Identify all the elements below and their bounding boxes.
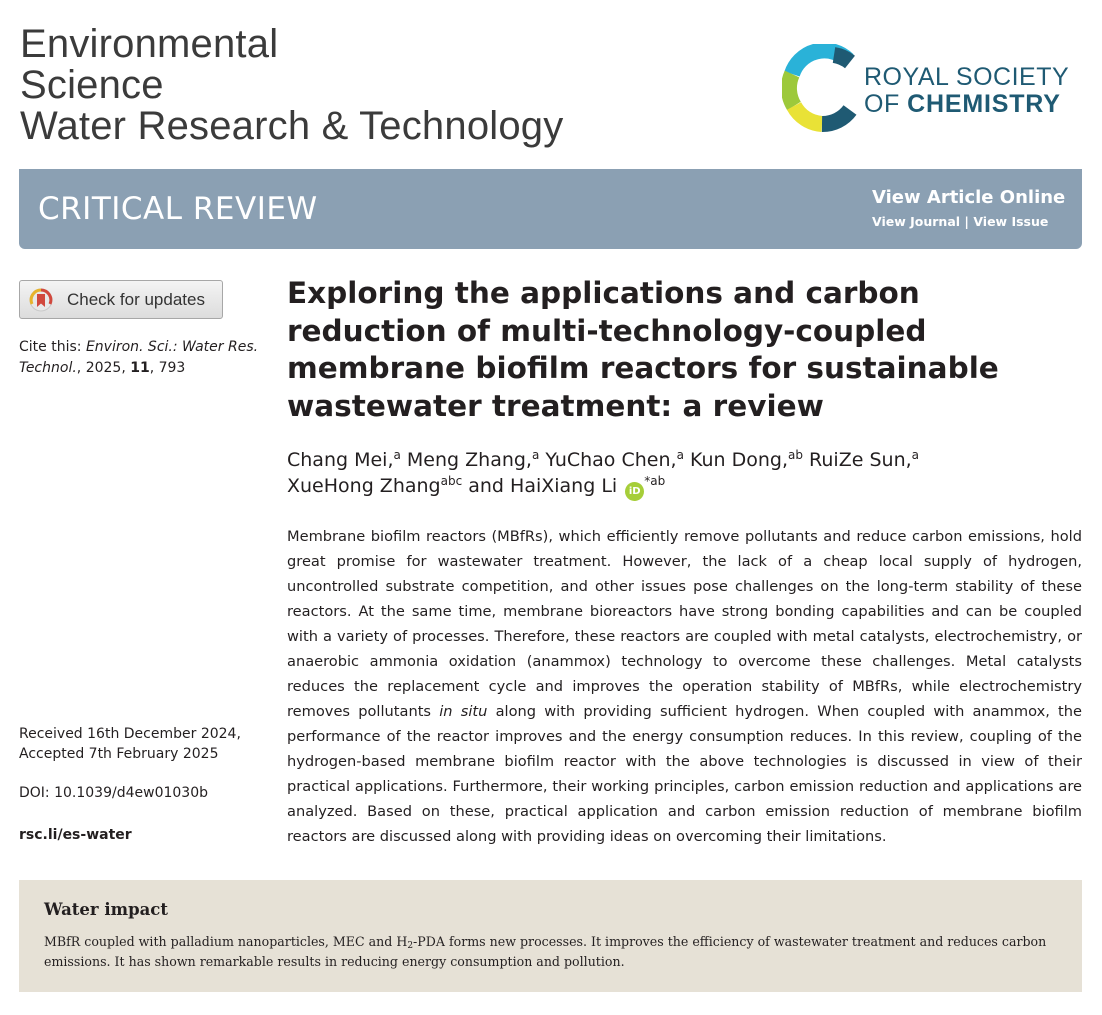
author-affiliation: a — [676, 448, 684, 462]
article-type-label: CRITICAL REVIEW — [38, 191, 318, 227]
water-impact-text: -PDA forms new processes. It improves the efficiency of wastewater treatment and reduces carbon emissions. It has shown remarkable results in reducing energy consumption and pollution. — [44, 934, 1047, 969]
publisher-name-prefix: OF — [864, 90, 908, 118]
article-dates — [19, 724, 269, 764]
journal-link[interactable]: rsc.li/es-water — [19, 827, 132, 843]
check-for-updates-icon — [29, 288, 53, 312]
view-issue-link[interactable]: View Issue — [973, 214, 1049, 229]
author-name[interactable]: HaiXiang Li — [510, 475, 618, 497]
orcid-icon[interactable]: iD — [625, 482, 644, 501]
abstract-text — [287, 524, 1082, 849]
author-affiliation: a — [911, 448, 920, 462]
author-connector: and — [468, 475, 504, 497]
publisher-logo[interactable] — [782, 44, 1082, 134]
view-journal-link[interactable]: View Journal — [872, 214, 961, 229]
article-title: Exploring the applications and carbon reduction of multi-technology-coupled membrane biofilm reactors for sustainable wastewater treatment: a review — [287, 276, 999, 423]
author-list — [287, 447, 1077, 501]
author-affiliation: ab — [788, 448, 803, 462]
publisher-name-line2 — [864, 91, 1069, 118]
doi[interactable]: DOI: 10.1039/d4ew01030b — [19, 785, 208, 801]
water-impact-title: Water impact — [44, 900, 168, 919]
publisher-name-line1: ROYAL SOCIETY — [864, 63, 1070, 91]
water-impact-text: MBfR coupled with palladium nanoparticles, MEC and H — [44, 934, 408, 949]
abstract-part: along with providing sufficient hydrogen. When coupled with anammox, the performance of the reactor improves and the energy consumption reduces. In this review, coupling of the hydrogen-based membrane biofilm reactor with the above technologies is discussed in view of their practical applications. Furthermore, their working principles, carbon emission reduction and applications are analyzed. Based on these, practical application and carbon emission reduction of membrane biofilm reactors are discussed along with providing ideas on overcoming their limitations. — [287, 703, 1083, 845]
water-impact-box — [19, 880, 1082, 992]
abstract — [287, 524, 1082, 849]
author-name[interactable]: Meng Zhang, — [406, 449, 532, 471]
check-for-updates-button[interactable] — [19, 280, 223, 319]
article-type-banner — [19, 169, 1082, 249]
water-impact-subscript: 2 — [407, 941, 414, 951]
view-links — [872, 214, 1048, 229]
author-affiliation: a — [393, 448, 401, 462]
publisher-name — [864, 64, 1069, 118]
citation — [19, 337, 269, 379]
author-affiliation: abc — [440, 474, 463, 488]
abstract-part: Membrane biofilm reactors (MBfRs), which efficiently remove pollutants and reduce carbon emissions, hold great promise for wastewater treatment. However, the lack of a cheap local supply of hydrogen, uncontrolled substrate competition, and other issues pose challenges on the long-term stability of these reactors. At the same time, membrane bioreactors have strong bonding capabilities and can be coupled with a variety of processes. Therefore, these reactors are coupled with metal catalysts, electrochemistry, or anaerobic ammonia oxidation (anammox) technology to overcome these challenges. Metal catalysts reduces the replacement cycle and improves the operation stability of MBfRs, while electrochemistry removes pollutants — [287, 528, 1082, 720]
publisher-name-bold: CHEMISTRY — [907, 90, 1061, 118]
citation-journal: Environ. Sci.: Water Res. Technol. — [19, 339, 259, 376]
author-name[interactable]: RuiZe Sun, — [809, 449, 912, 471]
rsc-c-icon — [782, 44, 862, 134]
abstract-italic: in situ — [439, 703, 488, 720]
author-name[interactable]: Chang Mei, — [287, 449, 394, 471]
link-separator: | — [960, 214, 974, 229]
journal-title — [20, 24, 660, 147]
citation-year: , 2025, — [76, 360, 131, 376]
author-affiliation: a — [531, 448, 540, 462]
journal-title-line: Water Research & Technology — [20, 104, 564, 148]
citation-page: , 793 — [149, 360, 186, 376]
journal-title-line: Science — [20, 63, 164, 107]
author-name[interactable]: XueHong Zhang — [287, 475, 441, 497]
citation-prefix: Cite this: — [19, 339, 86, 355]
received-date: Received 16th December 2024, — [19, 726, 241, 742]
accepted-date: Accepted 7th February 2025 — [19, 746, 219, 762]
journal-title-line: Environmental — [20, 22, 279, 66]
author-name[interactable]: Kun Dong, — [689, 449, 789, 471]
view-article-online-link[interactable]: View Article Online — [872, 187, 1066, 208]
water-impact-body — [44, 932, 1064, 972]
author-affiliation: *ab — [644, 474, 666, 488]
check-for-updates-label: Check for updates — [67, 289, 205, 309]
author-name[interactable]: YuChao Chen, — [545, 449, 677, 471]
citation-volume: 11 — [130, 360, 150, 376]
